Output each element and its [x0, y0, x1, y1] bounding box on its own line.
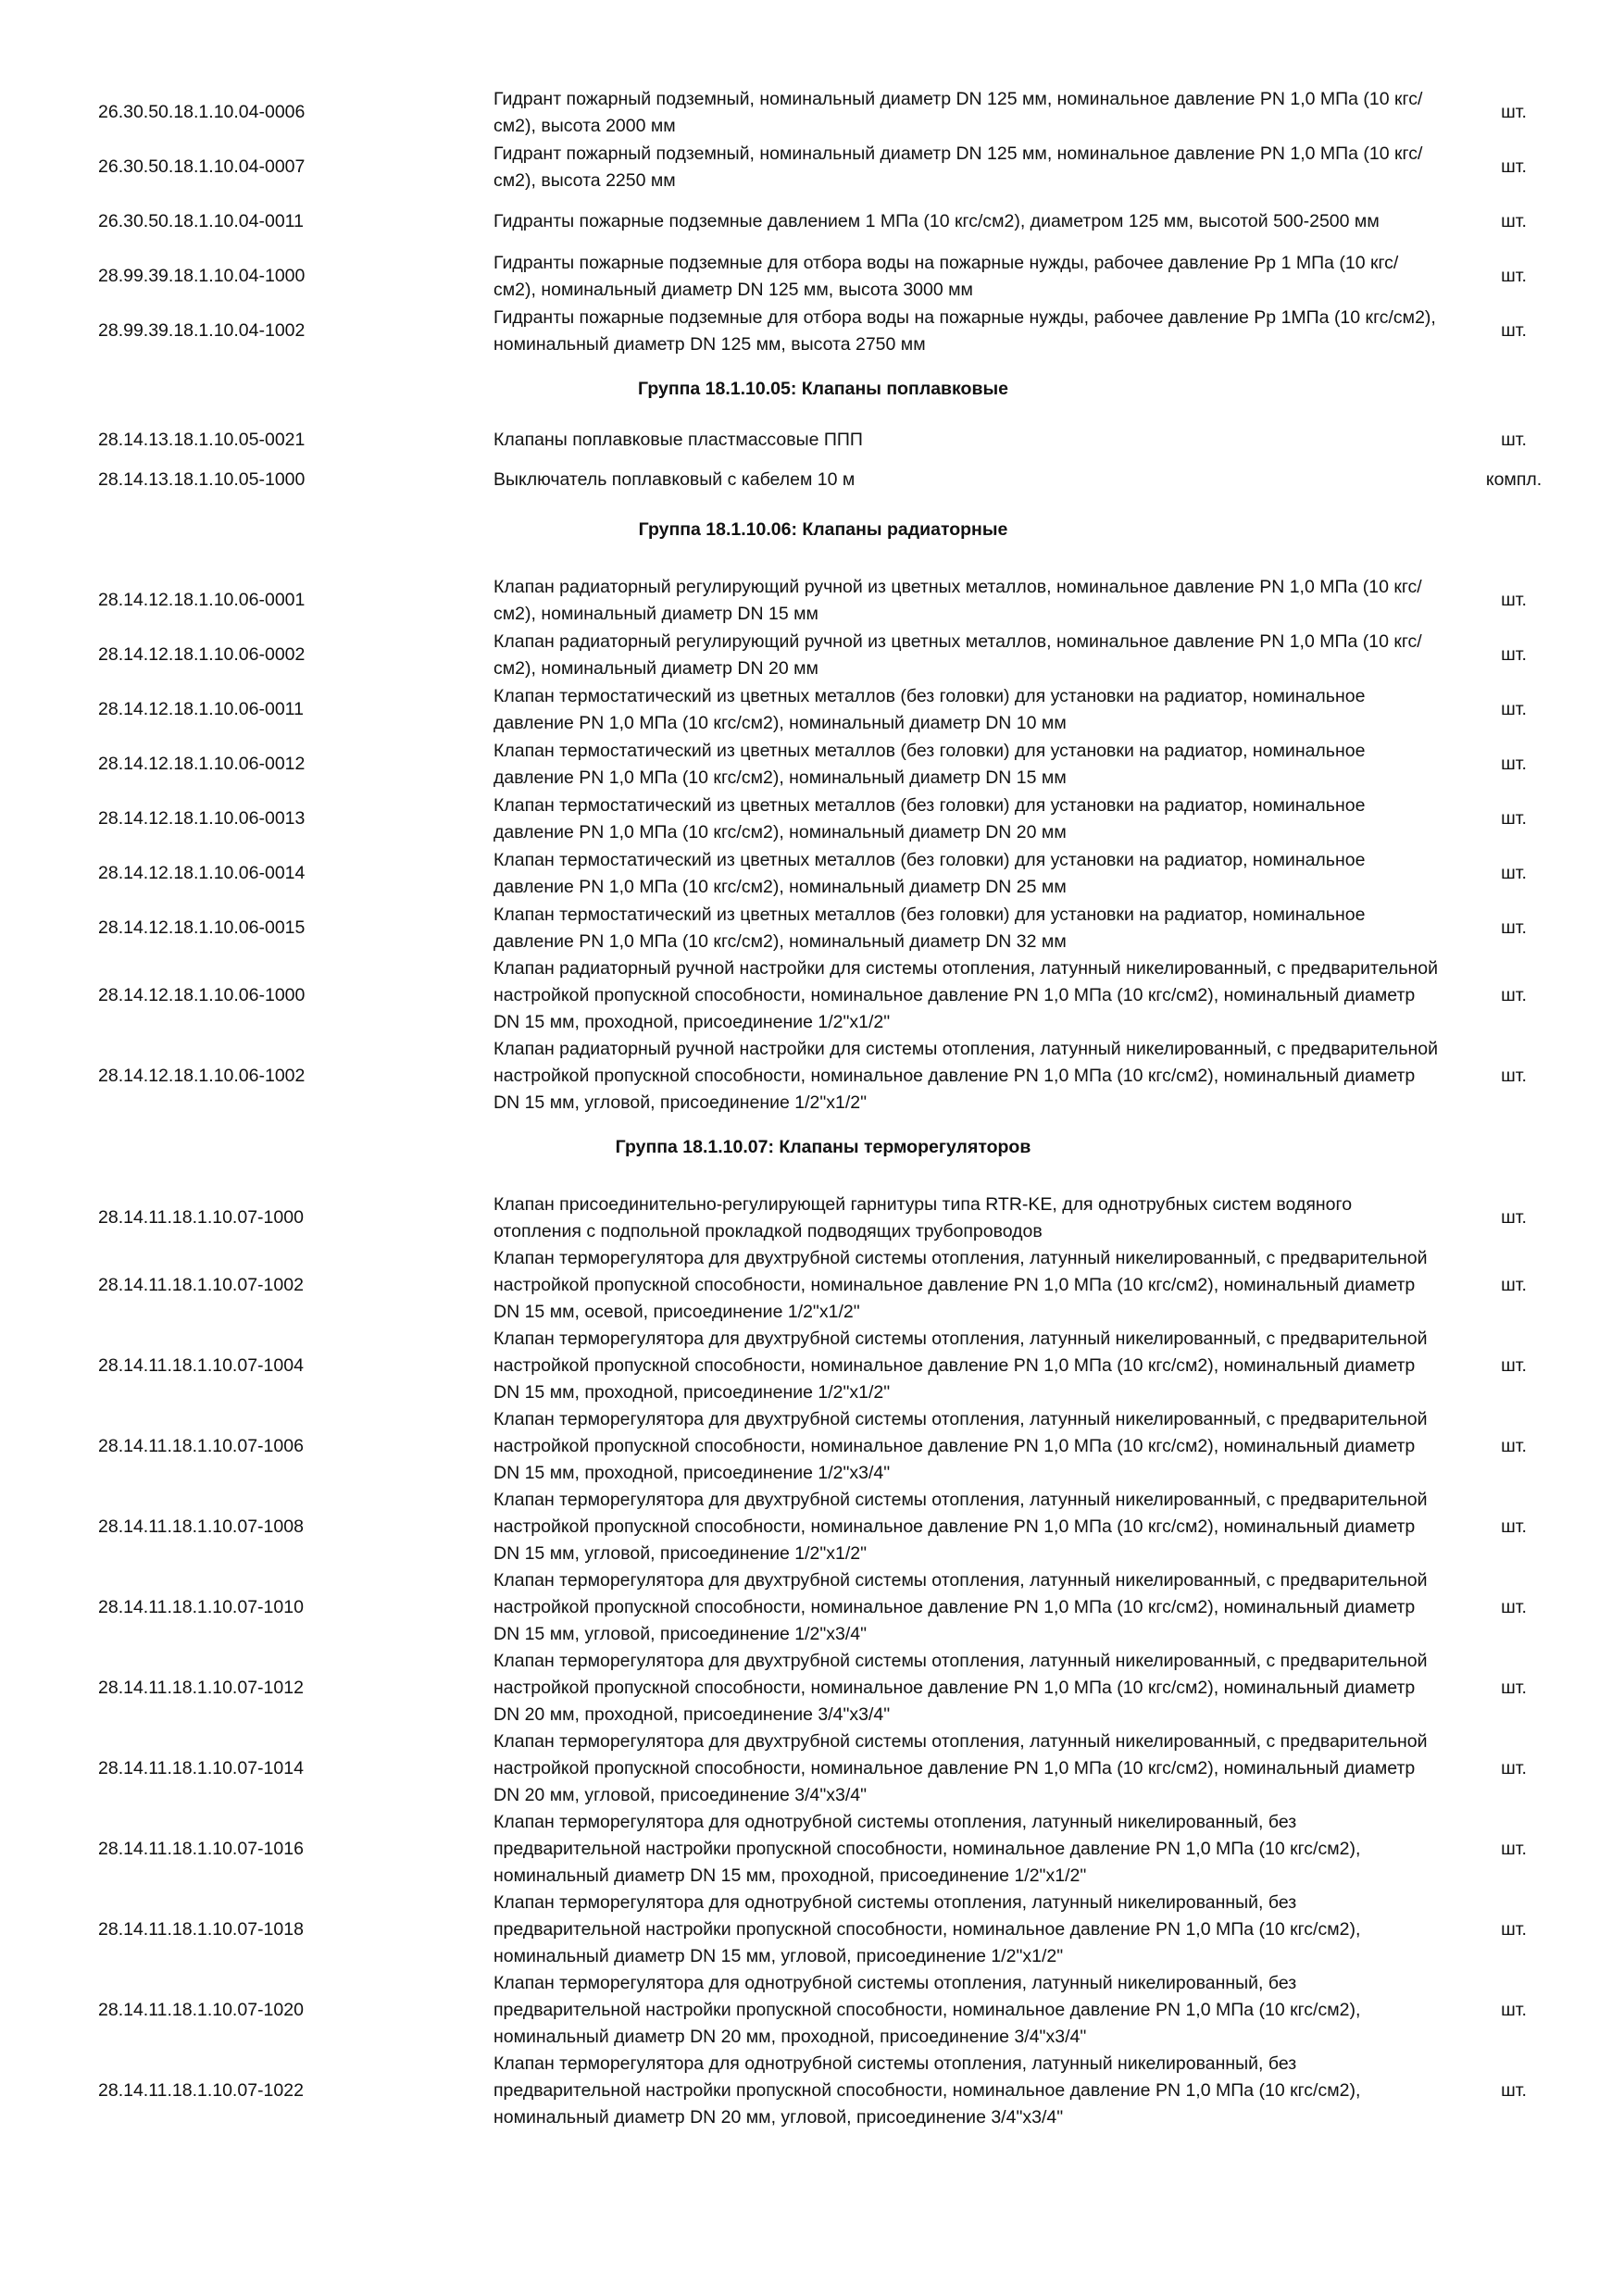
section-float-valves: [0, 358, 1624, 499]
item-description: Клапан терморегулятора для двухтрубной системы отопления, латунный никелированный, с предварительной настройкой пропускной способности, номинальное давление PN 1,0 МПа (10 кгс/см2), номинальный диаметр DN 15 мм, осевой, присоединение 1/2"x1/2": [493, 1248, 1428, 1322]
item-description: Клапан терморегулятора для двухтрубной системы отопления, латунный никелированный, с предварительной настройкой пропускной способности, номинальное давление PN 1,0 МПа (10 кгс/см2), номинальный диаметр DN 15 мм, угловой, присоединение 1/2"x1/2": [493, 1490, 1428, 1564]
item-code: 28.14.11.18.1.10.07-1022: [98, 2080, 304, 2101]
table-row: [0, 682, 1624, 737]
group-heading: Группа 18.1.10.07: Клапаны терморегуляторов: [615, 1136, 1031, 1157]
group-heading: Группа 18.1.10.06: Клапаны радиаторные: [638, 518, 1008, 540]
item-description: Клапан терморегулятора для однотрубной системы отопления, латунный никелированный, без предварительной настройки пропускной способности, номинальное давление PN 1,0 МПа (10 кгс/см2), номинальный диаметр DN 20 мм, проходной, присоединение 3/4"x3/4": [493, 1973, 1361, 2047]
item-code: 26.30.50.18.1.10.04-0007: [98, 156, 306, 177]
table-row: [0, 1970, 1624, 2051]
item-description: Гидранты пожарные подземные для отбора воды на пожарные нужды, рабочее давление Рр 1 МПа (10 кгс/см2), номинальный диаметр DN 125 мм, высота 3000 мм: [493, 252, 1399, 300]
item-code: 28.14.11.18.1.10.07-1008: [98, 1516, 304, 1537]
item-description: Клапан термостатический из цветных металлов (без головки) для установки на радиатор, номинальное давление PN 1,0 МПа (10 кгс/см2), номинальный диаметр DN 15 мм: [493, 740, 1366, 788]
item-unit: шт.: [1501, 1207, 1527, 1228]
item-code: 28.14.12.18.1.10.06-0015: [98, 917, 306, 938]
item-description: Клапан терморегулятора для двухтрубной системы отопления, латунный никелированный, с предварительной настройкой пропускной способности, номинальное давление PN 1,0 МПа (10 кгс/см2), номинальный диаметр DN 15 мм, проходной, присоединение 1/2"x3/4": [493, 1409, 1428, 1483]
item-unit: шт.: [1501, 1275, 1527, 1295]
section-hydrants: [0, 85, 1624, 358]
item-code: 28.99.39.18.1.10.04-1000: [98, 266, 306, 286]
item-description: Клапан радиаторный ручной настройки для системы отопления, латунный никелированный, с предварительной настройкой пропускной способности, номинальное давление PN 1,0 МПа (10 кгс/см2), номинальный диаметр DN 15 мм, угловой, присоединение 1/2"x1/2": [493, 1039, 1438, 1113]
table-row: [0, 140, 1624, 194]
item-description: Клапан термостатический из цветных металлов (без головки) для установки на радиатор, номинальное давление PN 1,0 МПа (10 кгс/см2), номинальный диаметр DN 25 мм: [493, 849, 1366, 897]
item-code: 28.14.11.18.1.10.07-1016: [98, 1839, 304, 1859]
item-description: Клапан радиаторный регулирующий ручной из цветных металлов, номинальное давление PN 1,0 МПа (10 кгс/см2), номинальный диаметр DN 15 мм: [493, 576, 1422, 624]
item-unit: шт.: [1501, 985, 1527, 1005]
item-unit: компл.: [1485, 468, 1543, 490]
item-code: 28.14.13.18.1.10.05-0021: [98, 429, 306, 450]
table-row: [0, 955, 1624, 1036]
item-code: 28.14.11.18.1.10.07-1006: [98, 1436, 304, 1456]
item-code: 28.14.13.18.1.10.05-1000: [98, 468, 306, 490]
item-description: Гидрант пожарный подземный, номинальный диаметр DN 125 мм, номинальное давление PN 1,0 МПа (10 кгс/см2), высота 2250 мм: [493, 143, 1423, 191]
table-row: [0, 419, 1624, 460]
item-unit: шт.: [1501, 1758, 1527, 1778]
item-unit: шт.: [1501, 1516, 1527, 1537]
item-description: Клапан терморегулятора для двухтрубной системы отопления, латунный никелированный, с предварительной настройкой пропускной способности, номинальное давление PN 1,0 МПа (10 кгс/см2), номинальный диаметр DN 15 мм, проходной, присоединение 1/2"x1/2": [493, 1329, 1428, 1403]
item-code: 28.14.12.18.1.10.06-0002: [98, 644, 306, 665]
table-row: [0, 249, 1624, 304]
item-code: 28.14.12.18.1.10.06-1000: [98, 985, 306, 1005]
item-code: 26.30.50.18.1.10.04-0006: [98, 102, 306, 122]
item-unit: шт.: [1501, 644, 1527, 665]
table-row: [0, 1648, 1624, 1728]
item-description: Клапан термостатический из цветных металлов (без головки) для установки на радиатор, номинальное давление PN 1,0 МПа (10 кгс/см2), номинальный диаметр DN 10 мм: [493, 685, 1366, 733]
item-description: Клапан терморегулятора для однотрубной системы отопления, латунный никелированный, без предварительной настройки пропускной способности, номинальное давление PN 1,0 МПа (10 кгс/см2), номинальный диаметр DN 20 мм, угловой, присоединение 3/4"x3/4": [493, 2053, 1361, 2128]
item-code: 28.14.12.18.1.10.06-1002: [98, 1066, 306, 1086]
item-unit: шт.: [1501, 2000, 1527, 2020]
item-unit: шт.: [1501, 1066, 1527, 1086]
item-code: 28.14.12.18.1.10.06-0014: [98, 863, 306, 883]
item-description: Клапан термостатический из цветных металлов (без головки) для установки на радиатор, номинальное давление PN 1,0 МПа (10 кгс/см2), номинальный диаметр DN 32 мм: [493, 904, 1366, 952]
table-row: [0, 573, 1624, 628]
item-unit: шт.: [1501, 1355, 1527, 1376]
item-description: Гидранты пожарные подземные для отбора воды на пожарные нужды, рабочее давление Рр 1МПа (10 кгс/см2), номинальный диаметр DN 125 мм, высота 2750 мм: [493, 306, 1436, 355]
item-description: Гидрант пожарный подземный, номинальный диаметр DN 125 мм, номинальное давление PN 1,0 МПа (10 кгс/см2), высота 2000 мм: [493, 88, 1423, 136]
item-code: 28.14.11.18.1.10.07-1010: [98, 1597, 304, 1617]
item-code: 28.14.12.18.1.10.06-0011: [98, 699, 304, 719]
item-unit: шт.: [1501, 917, 1527, 938]
item-description: Клапаны поплавковые пластмассовые ППП: [493, 429, 863, 450]
item-description: Клапан радиаторный регулирующий ручной из цветных металлов, номинальное давление PN 1,0 МПа (10 кгс/см2), номинальный диаметр DN 20 мм: [493, 630, 1422, 679]
item-description: Клапан радиаторный ручной настройки для системы отопления, латунный никелированный, с предварительной настройкой пропускной способности, номинальное давление PN 1,0 МПа (10 кгс/см2), номинальный диаметр DN 15 мм, проходной, присоединение 1/2"x1/2": [493, 958, 1438, 1032]
table-row: [0, 85, 1624, 140]
item-code: 28.14.11.18.1.10.07-1004: [98, 1355, 304, 1376]
table-row: [0, 1890, 1624, 1970]
item-unit: шт.: [1501, 1919, 1527, 1940]
item-code: 28.99.39.18.1.10.04-1002: [98, 320, 306, 341]
item-unit: шт.: [1501, 266, 1527, 286]
item-code: 28.14.11.18.1.10.07-1020: [98, 2000, 304, 2020]
item-description: Клапан терморегулятора для двухтрубной системы отопления, латунный никелированный, с предварительной настройкой пропускной способности, номинальное давление PN 1,0 МПа (10 кгс/см2), номинальный диаметр DN 15 мм, угловой, присоединение 1/2"x3/4": [493, 1570, 1428, 1644]
item-description: Клапан терморегулятора для двухтрубной системы отопления, латунный никелированный, с предварительной настройкой пропускной способности, номинальное давление PN 1,0 МПа (10 кгс/см2), номинальный диаметр DN 20 мм, проходной, присоединение 3/4"x3/4": [493, 1651, 1428, 1725]
item-description: Клапан терморегулятора для двухтрубной системы отопления, латунный никелированный, с предварительной настройкой пропускной способности, номинальное давление PN 1,0 МПа (10 кгс/см2), номинальный диаметр DN 20 мм, угловой, присоединение 3/4"x3/4": [493, 1731, 1428, 1805]
item-code: 28.14.11.18.1.10.07-1002: [98, 1275, 304, 1295]
item-code: 28.14.12.18.1.10.06-0012: [98, 754, 306, 774]
item-description: Клапан присоединительно-регулирующей гарнитуры типа RTR-KE, для однотрубных систем водяного отопления с подпольной прокладкой подводящих трубопроводов: [493, 1193, 1353, 1242]
table-row: [0, 304, 1624, 358]
table-row: [0, 737, 1624, 792]
item-code: 28.14.11.18.1.10.07-1012: [98, 1678, 304, 1698]
table-row: [0, 1567, 1624, 1648]
item-code: 28.14.12.18.1.10.06-0001: [98, 590, 306, 610]
item-unit: шт.: [1501, 1839, 1527, 1859]
item-unit: шт.: [1501, 808, 1527, 829]
table-row: [0, 1487, 1624, 1567]
item-code: 26.30.50.18.1.10.04-0011: [98, 211, 304, 231]
table-row: [0, 460, 1624, 499]
item-unit: шт.: [1501, 754, 1527, 774]
item-unit: шт.: [1501, 1678, 1527, 1698]
document-page: [0, 85, 1624, 2131]
item-unit: шт.: [1501, 211, 1527, 231]
table-row: [0, 1191, 1624, 1245]
item-unit: шт.: [1501, 102, 1527, 122]
table-row: [0, 194, 1624, 249]
table-row: [0, 1406, 1624, 1487]
table-row: [0, 1245, 1624, 1326]
item-description: Клапан терморегулятора для однотрубной системы отопления, латунный никелированный, без предварительной настройки пропускной способности, номинальное давление PN 1,0 МПа (10 кгс/см2), номинальный диаметр DN 15 мм, угловой, присоединение 1/2"x1/2": [493, 1892, 1361, 1966]
item-description: Клапан терморегулятора для однотрубной системы отопления, латунный никелированный, без предварительной настройки пропускной способности, номинальное давление PN 1,0 МПа (10 кгс/см2), номинальный диаметр DN 15 мм, проходной, присоединение 1/2"x1/2": [493, 1812, 1361, 1886]
item-unit: шт.: [1501, 429, 1527, 450]
item-unit: шт.: [1501, 1436, 1527, 1456]
item-description: Гидранты пожарные подземные давлением 1 МПа (10 кгс/см2), диаметром 125 мм, высотой 500-2500 мм: [493, 211, 1380, 231]
group-heading: Группа 18.1.10.05: Клапаны поплавковые: [638, 378, 1008, 399]
item-code: 28.14.12.18.1.10.06-0013: [98, 808, 306, 829]
item-code: 28.14.11.18.1.10.07-1014: [98, 1758, 304, 1778]
item-unit: шт.: [1501, 156, 1527, 177]
item-unit: шт.: [1501, 699, 1527, 719]
table-row: [0, 1728, 1624, 1809]
table-row: [0, 2051, 1624, 2131]
item-description: Клапан термостатический из цветных металлов (без головки) для установки на радиатор, номинальное давление PN 1,0 МПа (10 кгс/см2), номинальный диаметр DN 20 мм: [493, 794, 1366, 842]
item-description: Выключатель поплавковый с кабелем 10 м: [493, 468, 856, 490]
item-unit: шт.: [1501, 2080, 1527, 2101]
table-row: [0, 792, 1624, 846]
table-row: [0, 846, 1624, 901]
table-row: [0, 1036, 1624, 1117]
table-row: [0, 1809, 1624, 1890]
item-unit: шт.: [1501, 320, 1527, 341]
table-row: [0, 1326, 1624, 1406]
table-row: [0, 901, 1624, 955]
table-row: [0, 628, 1624, 682]
item-code: 28.14.11.18.1.10.07-1018: [98, 1919, 304, 1940]
section-thermoregulator-valves: [0, 1117, 1624, 2131]
section-radiator-valves: [0, 499, 1624, 1117]
item-code: 28.14.11.18.1.10.07-1000: [98, 1207, 304, 1228]
item-unit: шт.: [1501, 1597, 1527, 1617]
item-unit: шт.: [1501, 863, 1527, 883]
item-unit: шт.: [1501, 590, 1527, 610]
